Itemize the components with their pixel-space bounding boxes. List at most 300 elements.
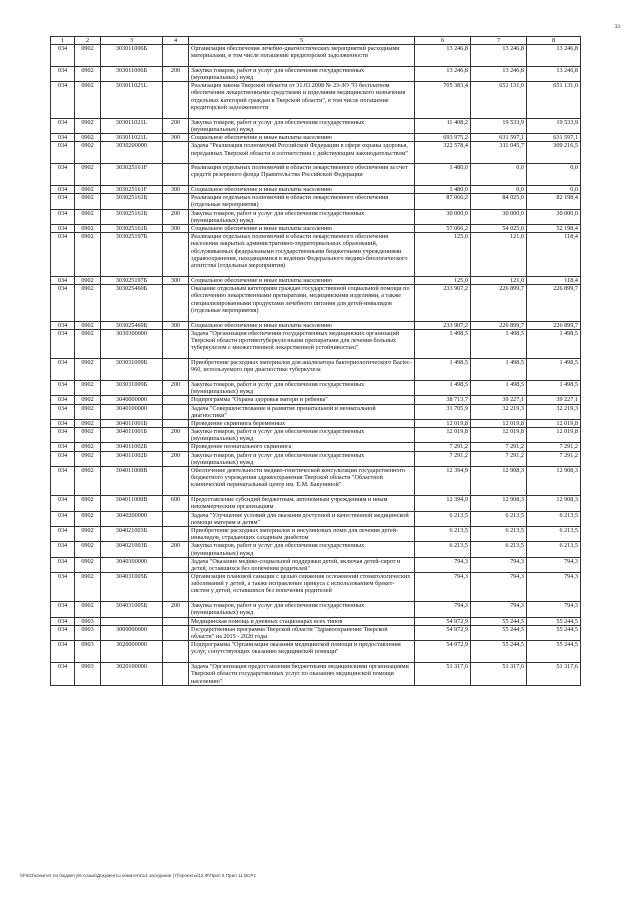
header-col-7: 7 (471, 37, 527, 45)
table-row (51, 118, 581, 133)
cell-description: Оказание отдельным категориям граждан государственной социальной помощи по обеспечению лекарственными препаратами, медицинскими изделиями, а также специализированными продуктами лечебного питания для детей-инвалидов (отдельные мероприятия) (189, 285, 415, 322)
page-number: 33 (614, 24, 620, 30)
cell-expense-type: 600 (163, 496, 189, 511)
cell-amount-3: 6 213,5 (527, 526, 581, 541)
cell-amount-1: 1 498,5 (415, 359, 471, 381)
cell-target-article: 303011021L (101, 134, 163, 142)
cell-expense-type: 300 (163, 225, 189, 233)
cell-amount-3: 1 498,5 (527, 380, 581, 395)
cell-description: Предоставление субсидий бюджетным, автономным учреждениям и иным некоммерческим организациям (189, 496, 415, 511)
cell-amount-3: 12 019,8 (527, 428, 581, 443)
cell-amount-1: 6 213,5 (415, 511, 471, 526)
table-row (51, 419, 581, 427)
cell-section-code: 0902 (75, 443, 101, 451)
table-row (51, 194, 581, 209)
cell-ministry-code: 034 (51, 404, 75, 419)
cell-expense-type (163, 194, 189, 209)
table-row (51, 45, 581, 67)
cell-description: Закупка товаров, работ и услуг для обеспечения государственных (муниципальных) нужд (189, 118, 415, 133)
cell-description: Приобретение расходных материалов для анализатора бактериологического Bactec-960, используемого при диагностике туберкулеза (189, 359, 415, 381)
cell-target-article: 304011008В (101, 496, 163, 511)
cell-amount-3: 51 317,6 (527, 663, 581, 686)
cell-section-code: 0902 (75, 467, 101, 496)
cell-expense-type: 200 (163, 451, 189, 466)
cell-description: Реализация закона Тверской области от 31.03.2008 № 23-ЗО "О бесплатном обеспечении лекарственными средствами и изделиями медицинского назначения отдельных категорий граждан в Тверской области", в том числе погашение кредиторской задолженности (189, 82, 415, 119)
cell-amount-2: 84 025,0 (471, 194, 527, 209)
cell-target-article: 304011001Б (101, 428, 163, 443)
cell-description: Проведение неонатального скрининга (189, 443, 415, 451)
cell-amount-2: 1 498,5 (471, 359, 527, 381)
cell-section-code: 0902 (75, 66, 101, 81)
cell-amount-2: 651 131,0 (471, 82, 527, 119)
cell-amount-1: 54 972,9 (415, 625, 471, 640)
cell-description: Подпрограмма "Организация оказания медицинской помощи и предоставления услуг, сопутствующих оказанию медицинской помощи" (189, 641, 415, 663)
cell-amount-2: 1 498,5 (471, 329, 527, 358)
cell-amount-1: 1 498,5 (415, 329, 471, 358)
cell-amount-3: 19 533,9 (527, 118, 581, 133)
table-row (51, 285, 581, 322)
cell-section-code: 0902 (75, 404, 101, 419)
cell-description: Организация плановой санации с целью снижения осложнений стоматологических заболеваний у детей, а также исправление прикуса с использованием брекет-систем у детей, оставшихся без попечения родителей (189, 573, 415, 602)
cell-amount-2: 7 291,2 (471, 443, 527, 451)
cell-ministry-code: 034 (51, 194, 75, 209)
cell-expense-type (163, 573, 189, 602)
table-row (51, 467, 581, 496)
cell-expense-type: 300 (163, 134, 189, 142)
cell-amount-1: 794,3 (415, 602, 471, 617)
cell-amount-2: 7 291,2 (471, 451, 527, 466)
cell-amount-3: 30 000,0 (527, 209, 581, 224)
cell-amount-2: 55 244,5 (471, 641, 527, 663)
cell-expense-type (163, 443, 189, 451)
cell-description: Реализация отдельных полномочий в области лекарственного обеспечения за счет средств резервного фонда Правительства Российской Федерации (189, 164, 415, 186)
cell-section-code: 0902 (75, 526, 101, 541)
cell-amount-3: 651 131,0 (527, 82, 581, 119)
cell-description: Социальное обеспечение и иные выплаты населению (189, 277, 415, 285)
cell-ministry-code: 034 (51, 542, 75, 557)
cell-amount-2: 30 000,0 (471, 209, 527, 224)
cell-ministry-code: 034 (51, 277, 75, 285)
cell-expense-type (163, 467, 189, 496)
table-row (51, 329, 581, 358)
cell-description: Обеспечение деятельности медико-генетической консультации государственного бюджетного учреждения здравоохранения Тверской области "Областной клинический перинатальный центр им. Е.М. Бакуниной" (189, 467, 415, 496)
cell-description: Реализация отдельных полномочий в области лекарственного обеспечения (отдельные мероприятия) (189, 194, 415, 209)
cell-amount-3: 118,4 (527, 277, 581, 285)
cell-amount-3: 7 291,2 (527, 443, 581, 451)
cell-expense-type: 300 (163, 186, 189, 194)
cell-expense-type: 300 (163, 321, 189, 329)
cell-description: Закупка товаров, работ и услуг для обеспечения государственных (муниципальных) нужд (189, 428, 415, 443)
cell-amount-1: 12 394,9 (415, 496, 471, 511)
cell-amount-2: 39 227,1 (471, 396, 527, 404)
cell-amount-2: 12 908,3 (471, 467, 527, 496)
cell-amount-2: 32 219,3 (471, 404, 527, 419)
cell-amount-2: 121,0 (471, 233, 527, 277)
cell-description: Проведение скрининга беременных (189, 419, 415, 427)
table-row (51, 233, 581, 277)
cell-section-code: 0902 (75, 118, 101, 133)
cell-amount-3: 55 244,5 (527, 617, 581, 625)
cell-target-article: 3030200000 (101, 142, 163, 164)
cell-expense-type (163, 557, 189, 572)
cell-amount-1: 51 317,6 (415, 663, 471, 686)
cell-section-code: 0902 (75, 496, 101, 511)
cell-section-code: 0902 (75, 225, 101, 233)
cell-amount-2: 631 597,1 (471, 134, 527, 142)
cell-amount-3: 13 246,8 (527, 66, 581, 81)
cell-amount-1: 6 213,5 (415, 542, 471, 557)
cell-amount-1: 7 291,2 (415, 443, 471, 451)
cell-amount-1: 705 383,4 (415, 82, 471, 119)
cell-amount-3: 55 244,5 (527, 641, 581, 663)
cell-amount-2: 54 025,0 (471, 225, 527, 233)
cell-expense-type (163, 641, 189, 663)
cell-expense-type: 200 (163, 66, 189, 81)
cell-description: Закупка товаров, работ и услуг для обеспечения государственных (муниципальных) нужд (189, 66, 415, 81)
cell-expense-type (163, 82, 189, 119)
cell-section-code: 0902 (75, 82, 101, 119)
file-path-footer: \\FS03\комитет по бюджету\6 созыв\Документы комитета\14 заседание (7)\проекты\12 Ф\Прил 5 Прил 11 ВСР1 (20, 873, 256, 878)
table-row (51, 404, 581, 419)
cell-target-article: 303025161Б (101, 225, 163, 233)
cell-amount-2: 13 246,8 (471, 45, 527, 67)
table-row (51, 617, 581, 625)
cell-target-article: 303031009Б (101, 380, 163, 395)
cell-amount-3: 39 227,1 (527, 396, 581, 404)
cell-section-code: 0902 (75, 321, 101, 329)
table-row (51, 164, 581, 186)
cell-amount-1: 125,0 (415, 277, 471, 285)
cell-ministry-code: 034 (51, 45, 75, 67)
cell-ministry-code: 034 (51, 641, 75, 663)
cell-section-code: 0903 (75, 625, 101, 640)
cell-amount-3: 1 498,5 (527, 329, 581, 358)
table-row (51, 625, 581, 640)
cell-section-code: 0902 (75, 380, 101, 395)
cell-amount-3: 309 216,5 (527, 142, 581, 164)
cell-amount-3: 52 198,4 (527, 225, 581, 233)
cell-description: Социальное обеспечение и иные выплаты населению (189, 134, 415, 142)
header-col-2: 2 (75, 37, 101, 45)
cell-target-article: 303025161Б (101, 194, 163, 209)
table-row (51, 186, 581, 194)
cell-description: Социальное обеспечение и иные выплаты населению (189, 225, 415, 233)
cell-ministry-code: 034 (51, 118, 75, 133)
cell-amount-3: 226 899,7 (527, 285, 581, 322)
cell-description: Государственная программа Тверской области "Здравоохранение Тверской области" на 2015 - 2020 годы (189, 625, 415, 640)
cell-expense-type: 200 (163, 602, 189, 617)
cell-ministry-code: 034 (51, 380, 75, 395)
cell-target-article: 3040200000 (101, 511, 163, 526)
cell-target-article: 304031005Б (101, 573, 163, 602)
cell-ministry-code: 034 (51, 602, 75, 617)
cell-target-article: 304011002Б (101, 443, 163, 451)
cell-description: Закупка товаров, работ и услуг для обеспечения государственных (муниципальных) нужд (189, 451, 415, 466)
cell-amount-1: 693 975,2 (415, 134, 471, 142)
cell-amount-2: 55 244,5 (471, 625, 527, 640)
cell-amount-1: 38 713,7 (415, 396, 471, 404)
table-row (51, 663, 581, 686)
cell-target-article: 304011001Б (101, 419, 163, 427)
cell-description: Закупка товаров, работ и услуг для обеспечения государственных (муниципальных) нужд (189, 209, 415, 224)
cell-target-article: 3020100000 (101, 663, 163, 686)
cell-amount-3: 12 908,3 (527, 496, 581, 511)
cell-ministry-code: 034 (51, 142, 75, 164)
cell-amount-1: 13 246,8 (415, 66, 471, 81)
cell-ministry-code: 034 (51, 66, 75, 81)
table-row (51, 573, 581, 602)
cell-amount-3: 118,4 (527, 233, 581, 277)
cell-amount-3: 631 597,1 (527, 134, 581, 142)
cell-ministry-code: 034 (51, 625, 75, 640)
cell-description: Задача "Оказание медико-социальной поддержки детей, включая детей-сирот и детей, оставшихся без попечения родителей" (189, 557, 415, 572)
cell-ministry-code: 034 (51, 443, 75, 451)
cell-amount-1: 7 291,2 (415, 451, 471, 466)
cell-expense-type: 300 (163, 277, 189, 285)
cell-expense-type: 200 (163, 209, 189, 224)
cell-target-article (101, 617, 163, 625)
cell-amount-1: 233 907,2 (415, 321, 471, 329)
cell-amount-3: 794,3 (527, 557, 581, 572)
cell-target-article: 304031005Б (101, 602, 163, 617)
cell-target-article: 303011021L (101, 82, 163, 119)
cell-description: Подпрограмма "Охрана здоровья матери и ребенка" (189, 396, 415, 404)
cell-ministry-code: 034 (51, 329, 75, 358)
cell-amount-1: 31 705,9 (415, 404, 471, 419)
header-col-3: 3 (101, 37, 163, 45)
table-row (51, 542, 581, 557)
cell-section-code: 0903 (75, 617, 101, 625)
cell-section-code: 0902 (75, 233, 101, 277)
cell-amount-2: 0,0 (471, 186, 527, 194)
header-col-1: 1 (51, 37, 75, 45)
cell-expense-type (163, 164, 189, 186)
cell-ministry-code: 034 (51, 511, 75, 526)
cell-section-code: 0902 (75, 602, 101, 617)
cell-ministry-code: 034 (51, 419, 75, 427)
cell-amount-1: 1 480,0 (415, 164, 471, 186)
cell-amount-3: 82 198,4 (527, 194, 581, 209)
cell-target-article: 3020000000 (101, 641, 163, 663)
table-row (51, 451, 581, 466)
cell-section-code: 0902 (75, 164, 101, 186)
cell-expense-type: 200 (163, 118, 189, 133)
cell-ministry-code: 034 (51, 225, 75, 233)
cell-amount-1: 30 000,0 (415, 209, 471, 224)
cell-ministry-code: 034 (51, 496, 75, 511)
cell-target-article: 3000000000 (101, 625, 163, 640)
cell-amount-1: 233 907,2 (415, 285, 471, 322)
cell-section-code: 0903 (75, 641, 101, 663)
cell-amount-1: 57 066,2 (415, 225, 471, 233)
table-row (51, 225, 581, 233)
cell-ministry-code: 034 (51, 134, 75, 142)
cell-target-article: 3040100000 (101, 404, 163, 419)
cell-ministry-code: 034 (51, 233, 75, 277)
cell-ministry-code: 034 (51, 285, 75, 322)
cell-expense-type (163, 526, 189, 541)
cell-description: Организация обеспечения лечебно-диагностических мероприятий расходными материалами, в том числе погашение кредиторской задолженности (189, 45, 415, 67)
cell-expense-type (163, 285, 189, 322)
cell-amount-2: 6 213,5 (471, 511, 527, 526)
cell-ministry-code: 034 (51, 164, 75, 186)
cell-amount-1: 13 246,8 (415, 45, 471, 67)
table-row (51, 380, 581, 395)
cell-expense-type: 200 (163, 428, 189, 443)
cell-amount-2: 12 019,8 (471, 419, 527, 427)
cell-description: Задача "Организация предоставления бюджетными медицинскими организациями Тверской области государственных услуг по оказанию медицинской помощи населению" (189, 663, 415, 686)
cell-section-code: 0902 (75, 359, 101, 381)
cell-ministry-code: 034 (51, 359, 75, 381)
cell-section-code: 0902 (75, 142, 101, 164)
cell-amount-1: 54 972,9 (415, 641, 471, 663)
cell-section-code: 0902 (75, 186, 101, 194)
table-row (51, 602, 581, 617)
cell-target-article: 303025460Б (101, 285, 163, 322)
cell-amount-1: 11 408,2 (415, 118, 471, 133)
cell-amount-2: 794,3 (471, 573, 527, 602)
cell-target-article: 304021003Б (101, 526, 163, 541)
cell-expense-type (163, 617, 189, 625)
header-col-5: 5 (189, 37, 415, 45)
cell-target-article: 303025161F (101, 164, 163, 186)
header-col-8: 8 (527, 37, 581, 45)
cell-amount-2: 19 533,9 (471, 118, 527, 133)
cell-target-article: 303031009Б (101, 359, 163, 381)
cell-amount-1: 87 066,2 (415, 194, 471, 209)
cell-section-code: 0902 (75, 134, 101, 142)
cell-target-article: 303025161Б (101, 209, 163, 224)
cell-amount-2: 311 045,7 (471, 142, 527, 164)
table-body (51, 45, 581, 686)
cell-amount-2: 6 213,5 (471, 526, 527, 541)
cell-description: Закупка товаров, работ и услуг для обеспечения государственных (муниципальных) нужд (189, 602, 415, 617)
cell-amount-2: 6 213,5 (471, 542, 527, 557)
cell-amount-2: 226 899,7 (471, 321, 527, 329)
cell-amount-1: 12 019,8 (415, 419, 471, 427)
cell-amount-3: 794,3 (527, 573, 581, 602)
cell-section-code: 0902 (75, 45, 101, 67)
cell-amount-1: 54 972,9 (415, 617, 471, 625)
cell-amount-3: 1 498,5 (527, 359, 581, 381)
cell-section-code: 0902 (75, 428, 101, 443)
cell-section-code: 0902 (75, 277, 101, 285)
table-row (51, 511, 581, 526)
cell-amount-1: 1 480,0 (415, 186, 471, 194)
cell-amount-2: 0,0 (471, 164, 527, 186)
cell-description: Приобретение расходных материалов и инсулиновых помп для лечения детей-инвалидов, страдающих сахарным диабетом (189, 526, 415, 541)
cell-target-article: 3040000000 (101, 396, 163, 404)
cell-amount-3: 794,3 (527, 602, 581, 617)
cell-section-code: 0902 (75, 511, 101, 526)
cell-ministry-code: 034 (51, 451, 75, 466)
cell-description: Задача "Улучшение условий для оказания доступной и качественной медицинской помощи матерям и детям" (189, 511, 415, 526)
cell-expense-type (163, 663, 189, 686)
cell-description: Медицинская помощь в дневных стационарах всех типов (189, 617, 415, 625)
header-col-6: 6 (415, 37, 471, 45)
cell-section-code: 0902 (75, 285, 101, 322)
cell-amount-2: 121,0 (471, 277, 527, 285)
cell-amount-1: 12 019,8 (415, 428, 471, 443)
cell-description: Закупка товаров, работ и услуг для обеспечения государственных (муниципальных) нужд (189, 380, 415, 395)
cell-target-article: 303011006Б (101, 66, 163, 81)
cell-amount-3: 226 899,7 (527, 321, 581, 329)
cell-description: Реализация отдельных полномочий в области лекарственного обеспечения населения закрытых административно-территориальных образований, обслуживаемых федеральными государственными бюджетными учреждениями здравоохранения, находящимися в ведении Федерального медико-биологического агентства (отдельные мероприятия) (189, 233, 415, 277)
cell-target-article: 303025161F (101, 186, 163, 194)
cell-expense-type (163, 329, 189, 358)
cell-description: Закупка товаров, работ и услуг для обеспечения государственных (муниципальных) нужд (189, 542, 415, 557)
budget-table (50, 36, 581, 686)
cell-description: Задача "Организация обеспечения государственных медицинских организаций Тверской области противотуберкулезными препаратами для лечения больных туберкулезом с множественной лекарственной устойчивостью" (189, 329, 415, 358)
cell-section-code: 0903 (75, 663, 101, 686)
cell-amount-1: 322 578,4 (415, 142, 471, 164)
cell-target-article: 303025197Б (101, 277, 163, 285)
cell-amount-3: 32 219,3 (527, 404, 581, 419)
cell-amount-2: 794,3 (471, 557, 527, 572)
cell-amount-3: 7 291,2 (527, 451, 581, 466)
table-row (51, 496, 581, 511)
cell-section-code: 0902 (75, 451, 101, 466)
cell-section-code: 0902 (75, 209, 101, 224)
cell-section-code: 0902 (75, 329, 101, 358)
cell-amount-3: 13 246,8 (527, 45, 581, 67)
header-row (51, 37, 581, 45)
cell-amount-1: 1 498,5 (415, 380, 471, 395)
cell-expense-type: 200 (163, 542, 189, 557)
cell-expense-type (163, 404, 189, 419)
cell-description: Социальное обеспечение и иные выплаты населению (189, 186, 415, 194)
cell-ministry-code: 034 (51, 428, 75, 443)
table-row (51, 134, 581, 142)
cell-ministry-code: 034 (51, 557, 75, 572)
cell-target-article: 303025197Б (101, 233, 163, 277)
cell-amount-3: 55 244,5 (527, 625, 581, 640)
cell-section-code: 0902 (75, 194, 101, 209)
cell-amount-3: 0,0 (527, 164, 581, 186)
table-row (51, 443, 581, 451)
table-row (51, 526, 581, 541)
cell-amount-3: 12 019,8 (527, 419, 581, 427)
cell-target-article: 304011002Б (101, 451, 163, 466)
cell-description: Задача "Совершенствование и развитие пренатальной и неонатальной диагностики" (189, 404, 415, 419)
cell-amount-1: 125,0 (415, 233, 471, 277)
cell-expense-type (163, 142, 189, 164)
cell-expense-type (163, 396, 189, 404)
cell-ministry-code: 034 (51, 186, 75, 194)
cell-amount-3: 12 908,3 (527, 467, 581, 496)
cell-target-article: 304021003Б (101, 542, 163, 557)
table-row (51, 396, 581, 404)
cell-amount-3: 6 213,5 (527, 511, 581, 526)
cell-amount-2: 226 899,7 (471, 285, 527, 322)
cell-amount-1: 6 213,5 (415, 526, 471, 541)
table-row (51, 209, 581, 224)
cell-expense-type (163, 419, 189, 427)
cell-target-article: 303025460Б (101, 321, 163, 329)
cell-amount-1: 794,3 (415, 557, 471, 572)
cell-expense-type: 200 (163, 380, 189, 395)
table-row (51, 142, 581, 164)
table-row (51, 557, 581, 572)
cell-description: Социальное обеспечение и иные выплаты населению (189, 321, 415, 329)
table-row (51, 321, 581, 329)
cell-expense-type (163, 625, 189, 640)
cell-amount-3: 0,0 (527, 186, 581, 194)
table-row (51, 641, 581, 663)
cell-section-code: 0902 (75, 542, 101, 557)
cell-section-code: 0902 (75, 557, 101, 572)
cell-expense-type (163, 233, 189, 277)
